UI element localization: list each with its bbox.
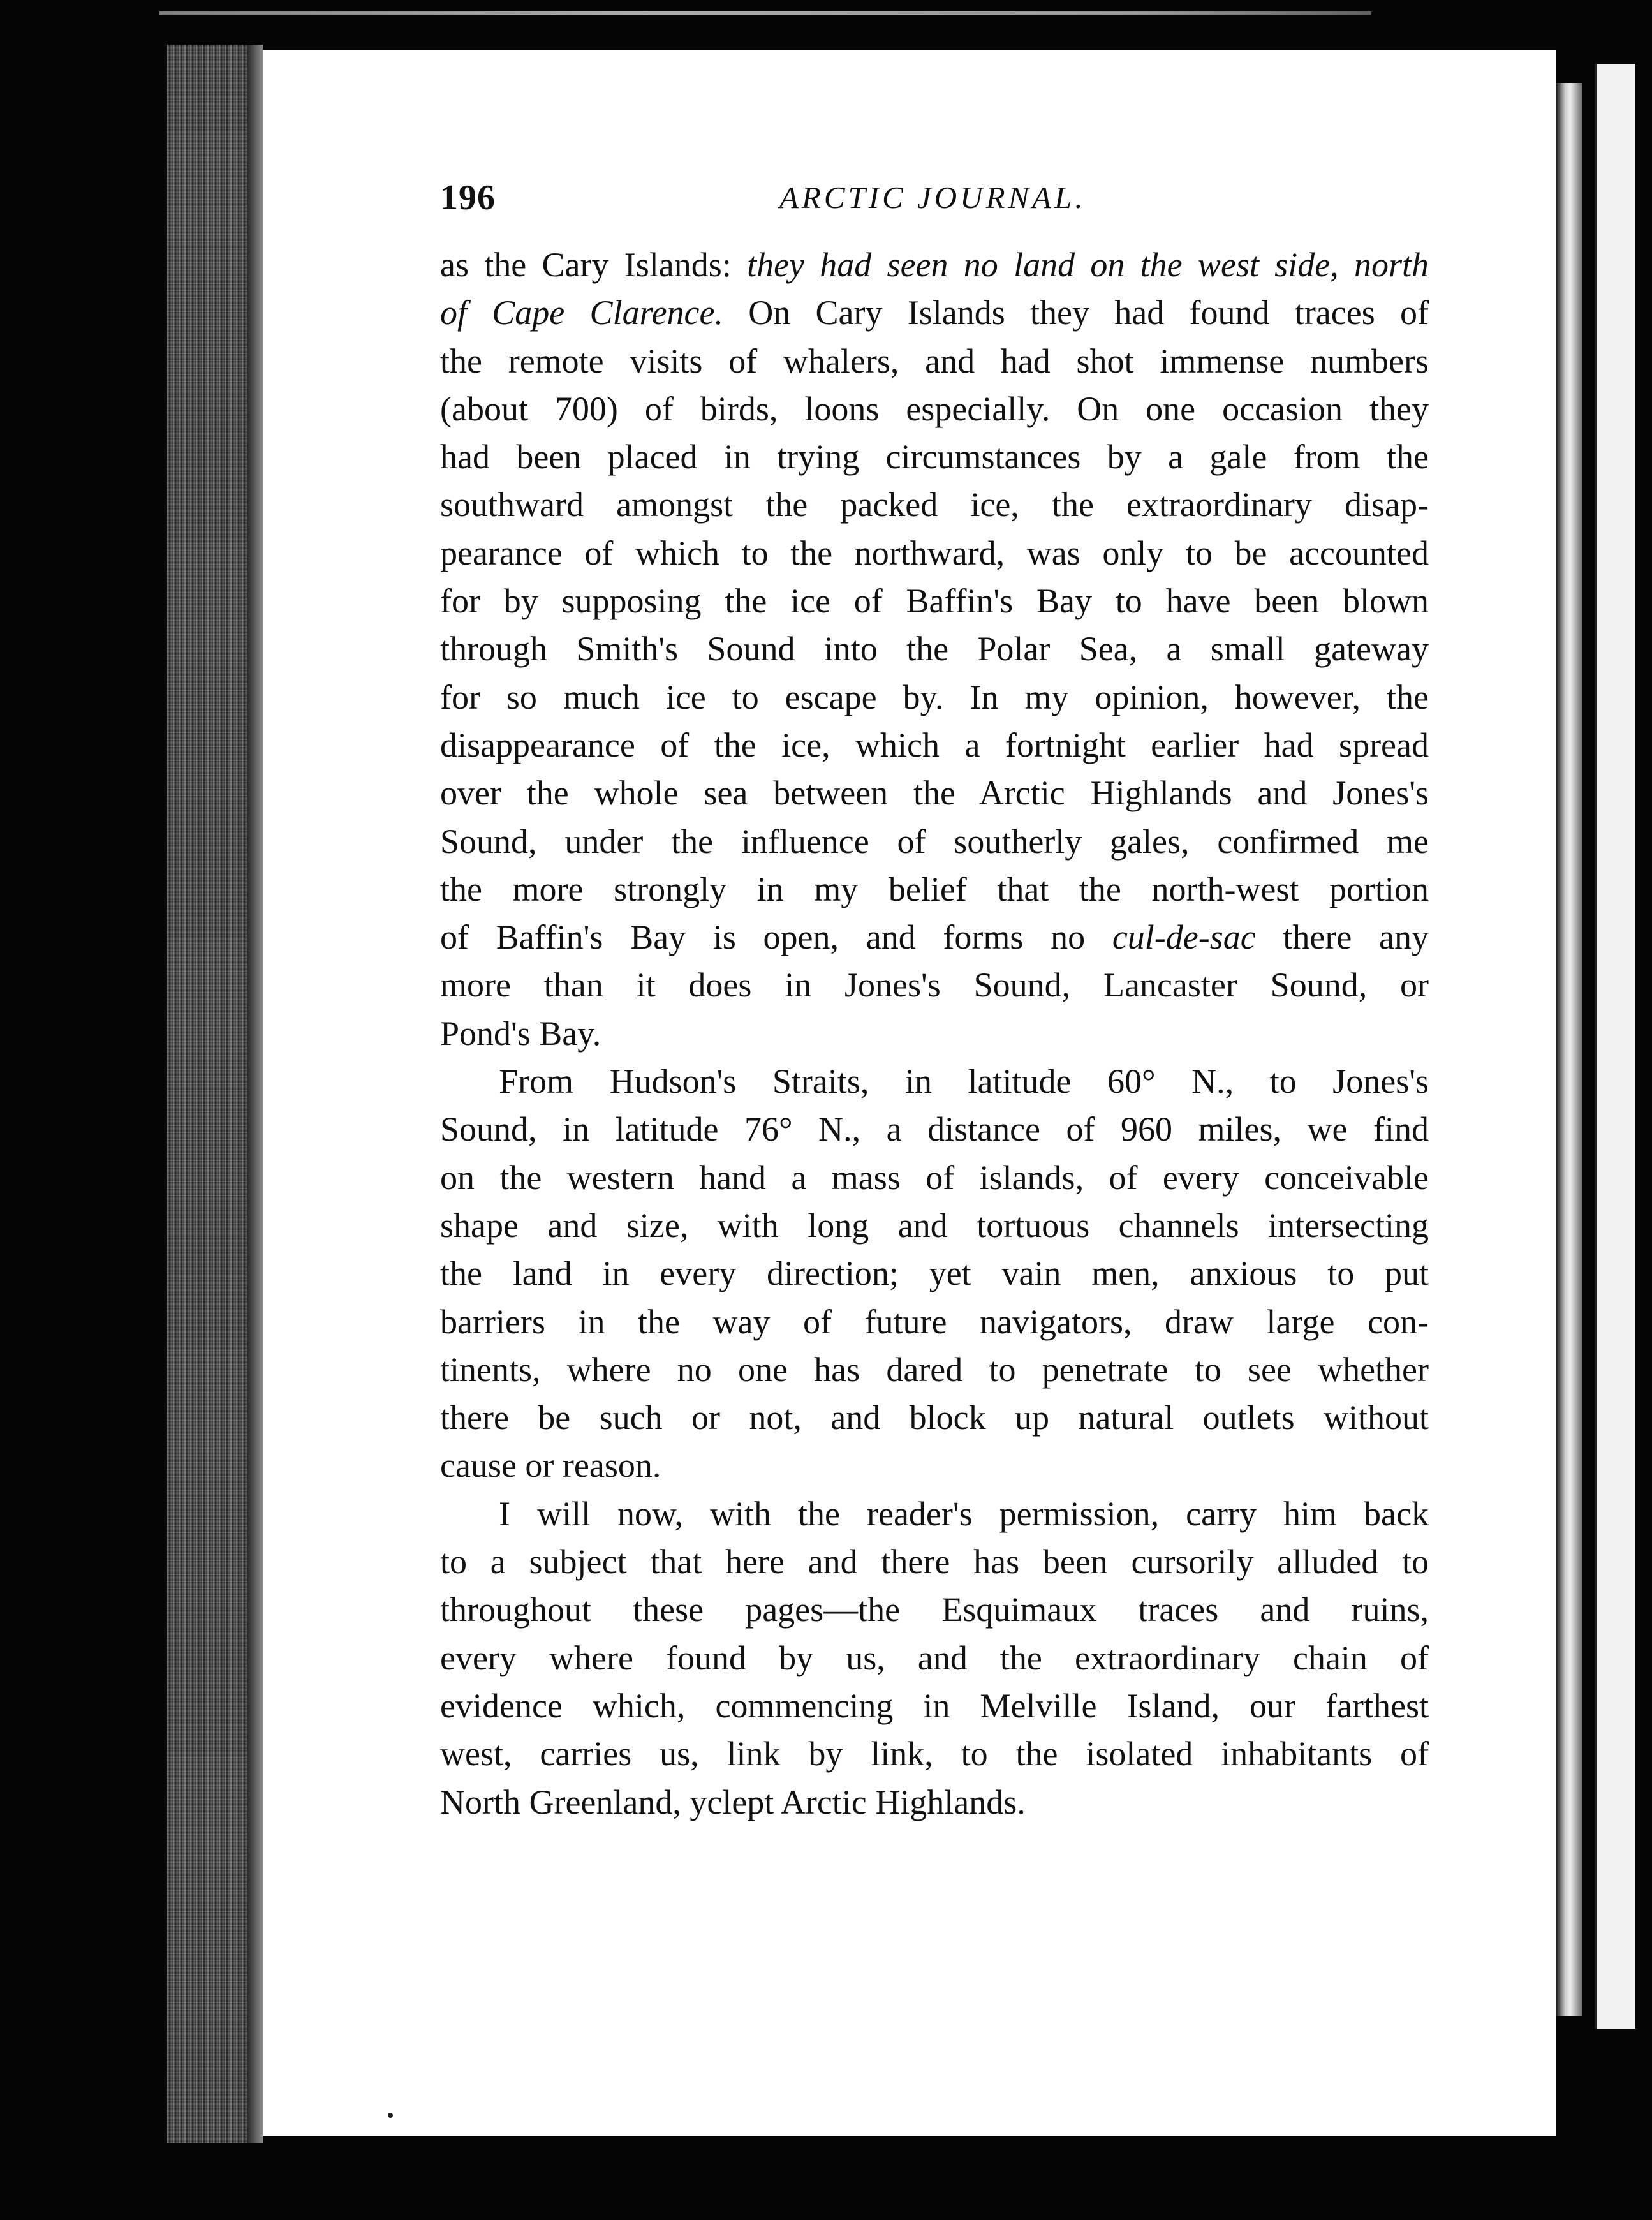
text-line [440, 674, 1429, 722]
text-run: barriers in the way of future navigators, draw large con- [440, 1302, 1429, 1341]
text-run: (about 700) of birds, loons especially. On one occasion they [440, 389, 1429, 428]
text-line [440, 289, 1429, 337]
running-title: ARCTIC JOURNAL. [779, 180, 1086, 215]
text-line [440, 1490, 1429, 1538]
text-run: North Greenland, yclept Arctic Highlands. [440, 1782, 1026, 1821]
text-run: over the whole sea between the Arctic Highlands and Jones's [440, 774, 1429, 813]
text-run: disappearance of the ice, which a fortnight earlier had spread [440, 725, 1429, 764]
text-run: more than it does in Jones's Sound, Lancaster Sound, or [440, 966, 1429, 1005]
text-line [440, 1538, 1429, 1586]
text-line [440, 1154, 1429, 1202]
text-run: there any [1255, 918, 1429, 957]
text-line [440, 529, 1429, 577]
text-run: cause or reason. [440, 1446, 661, 1485]
text-line [440, 1202, 1429, 1250]
text-run: shape and size, with long and tortuous channels intersecting [440, 1206, 1429, 1245]
text-run: pearance of which to the northward, was only to be accounted [440, 533, 1429, 572]
italic-text-run: cul-de-sac [1112, 918, 1256, 957]
text-run: throughout these pages—the Esquimaux traces and ruins, [440, 1590, 1429, 1629]
text-line [440, 1442, 1429, 1490]
text-run: of Baffin's Bay is open, and forms no [440, 918, 1112, 957]
text-line [440, 1634, 1429, 1682]
text-line [440, 866, 1429, 914]
text-run: west, carries us, link by link, to the isolated inhabitants of [440, 1735, 1429, 1773]
text-run: I will now, with the reader's permission, carry him back [499, 1494, 1429, 1533]
text-run: for so much ice to escape by. In my opinion, however, the [440, 677, 1429, 716]
text-run: through Smith's Sound into the Polar Sea, a small gateway [440, 630, 1429, 669]
text-line [440, 1394, 1429, 1442]
page-number: 196 [440, 178, 496, 218]
text-line [440, 769, 1429, 817]
text-run: for by supposing the ice of Baffin's Bay to have been blown [440, 582, 1429, 621]
book-page [263, 50, 1556, 2136]
text-line [440, 1586, 1429, 1634]
text-run: the more strongly in my belief that the north-west portion [440, 870, 1429, 908]
text-line [440, 1682, 1429, 1730]
scan-top-edge [159, 11, 1371, 15]
text-line [440, 1058, 1429, 1106]
text-line [440, 385, 1429, 433]
text-run: southward amongst the packed ice, the extraordinary disap- [440, 485, 1429, 524]
text-line [440, 1250, 1429, 1298]
text-line [440, 1106, 1429, 1153]
text-run: on the western hand a mass of islands, of every conceivable [440, 1158, 1429, 1197]
text-line [440, 1298, 1429, 1346]
text-line [440, 337, 1429, 385]
text-run: tinents, where no one has dared to penetrate to see whether [440, 1350, 1429, 1389]
text-run: Sound, in latitude 76° N., a distance of 960 miles, we find [440, 1110, 1429, 1149]
text-run: there be such or not, and block up natural outlets without [440, 1398, 1429, 1437]
text-line [440, 241, 1429, 289]
text-run: had been placed in trying circumstances by a gale from the [440, 438, 1429, 477]
italic-text-run: of Cape Clarence. [440, 293, 723, 332]
body-text [440, 241, 1429, 1826]
running-head [263, 172, 1556, 223]
text-line [440, 1346, 1429, 1394]
text-run: From Hudson's Straits, in latitude 60° N., to Jones's [499, 1062, 1429, 1101]
text-run: Pond's Bay. [440, 1014, 601, 1053]
page-edge-shadow [1556, 83, 1582, 2016]
text-line [440, 1730, 1429, 1778]
text-line [440, 481, 1429, 529]
book-spine-shadow [247, 45, 263, 2143]
text-line [440, 818, 1429, 866]
text-run: every where found by us, and the extraordinary chain of [440, 1638, 1429, 1677]
text-line [440, 625, 1429, 673]
text-line [440, 722, 1429, 769]
text-line [440, 914, 1429, 961]
text-run: Sound, under the influence of southerly gales, confirmed me [440, 822, 1429, 861]
text-line [440, 961, 1429, 1009]
text-line [440, 1010, 1429, 1058]
text-line [440, 577, 1429, 625]
text-run: as the Cary Islands: [440, 246, 748, 284]
text-line [440, 433, 1429, 481]
next-page-edge [1595, 64, 1635, 2029]
scan-speck [388, 2113, 393, 2118]
text-run: evidence which, commencing in Melville Island, our farthest [440, 1686, 1429, 1725]
text-run: to a subject that here and there has been cursorily alluded to [440, 1543, 1429, 1581]
text-run: On Cary Islands they had found traces of [723, 293, 1429, 332]
text-run: the land in every direction; yet vain men, anxious to put [440, 1254, 1429, 1293]
italic-text-run: they had seen no land on the west side, north [747, 246, 1429, 284]
text-line [440, 1779, 1429, 1826]
text-run: the remote visits of whalers, and had shot immense numbers [440, 341, 1429, 380]
